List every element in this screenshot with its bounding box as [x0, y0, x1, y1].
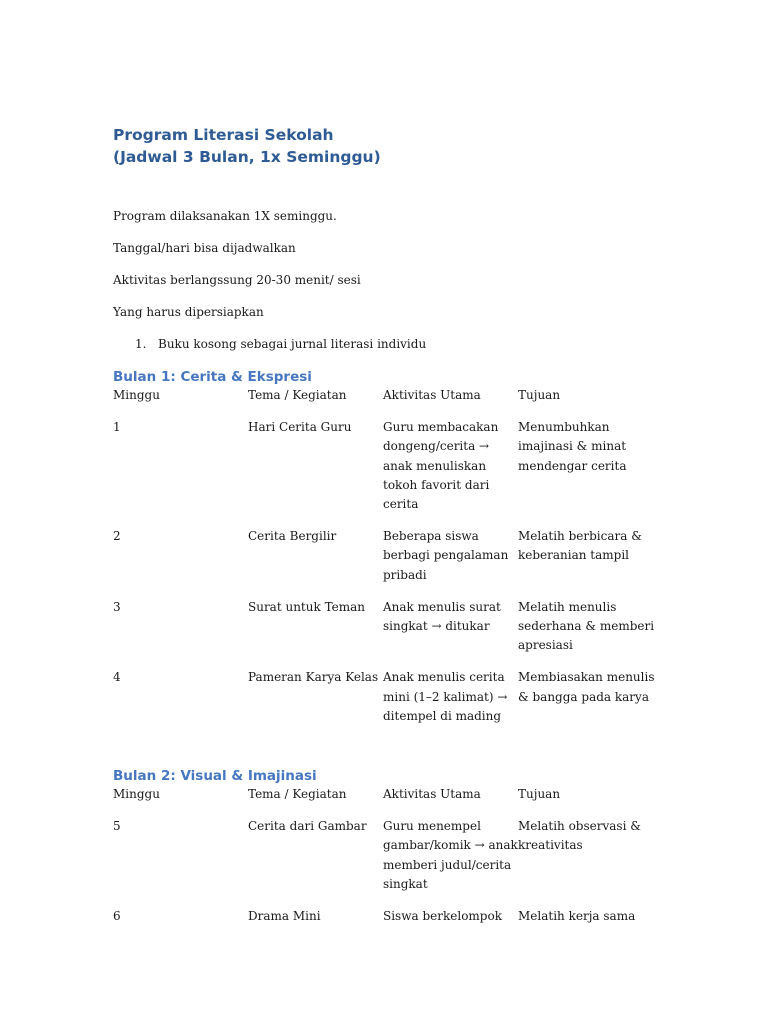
paragraph-frequency: Program dilaksanakan 1X seminggu.: [113, 209, 337, 223]
header-tujuan: Tujuan: [518, 787, 561, 802]
month-1-table: [113, 386, 658, 739]
cell-theme: Hari Cerita Guru: [248, 420, 352, 435]
cell-goal: Menumbuhkan imajinasi & minat mendengar cerita: [518, 420, 627, 473]
cell-theme: Cerita Bergilir: [248, 529, 337, 544]
cell-activity: Anak menulis surat singkat → ditukar: [383, 599, 501, 634]
list-item-number: 1.: [135, 337, 147, 351]
title-line-2: (Jadwal 3 Bulan, 1x Seminggu): [113, 148, 381, 166]
title-line-1: Program Literasi Sekolah: [113, 126, 334, 144]
cell-week: 5: [113, 819, 121, 834]
list-item: [113, 336, 658, 352]
document-page: [113, 124, 658, 939]
header-tema: Tema / Kegiatan: [248, 388, 347, 402]
header-tujuan: Tujuan: [518, 388, 561, 402]
table-row: [113, 817, 658, 907]
header-minggu: Minggu: [113, 388, 160, 402]
cell-goal: Melatih menulis sederhana & memberi apresiasi: [518, 599, 655, 653]
table-row: [113, 598, 658, 669]
cell-goal: Membiasakan menulis & bangga pada karya: [518, 670, 655, 704]
header-minggu: Minggu: [113, 787, 160, 802]
cell-theme: Drama Mini: [248, 909, 321, 924]
table-row: [113, 907, 658, 939]
month-1-heading: Bulan 1: Cerita & Ekspresi: [113, 369, 312, 385]
preparation-list: [113, 336, 658, 352]
cell-activity: Anak menulis cerita mini (1–2 kalimat) → ditempel di mading: [383, 670, 508, 723]
cell-week: 6: [113, 909, 121, 924]
header-tema: Tema / Kegiatan: [248, 787, 347, 802]
cell-goal: Melatih observasi & kreativitas: [518, 819, 641, 853]
cell-activity: Guru menempel gambar/komik → anak memberi judul/cerita singkat: [383, 819, 518, 891]
cell-activity: Guru membacakan dongeng/cerita → anak menuliskan tokoh favorit dari cerita: [383, 420, 499, 512]
cell-activity: Beberapa siswa berbagi pengalaman pribadi: [383, 529, 509, 582]
list-item-text: Buku kosong sebagai jurnal literasi individu: [158, 337, 427, 351]
cell-week: 1: [113, 420, 121, 435]
cell-theme: Cerita dari Gambar: [248, 819, 367, 834]
header-aktivitas: Aktivitas Utama: [383, 388, 481, 402]
cell-week: 2: [113, 529, 121, 544]
cell-theme: Pameran Karya Kelas: [248, 670, 379, 685]
cell-theme: Surat untuk Teman: [248, 599, 366, 614]
cell-week: 3: [113, 599, 121, 614]
cell-activity: Siswa berkelompok: [383, 909, 502, 924]
table-header-row: [113, 785, 658, 817]
cell-goal: Melatih berbicara & keberanian tampil: [518, 529, 642, 563]
table-row: [113, 668, 658, 739]
paragraph-preparation: Yang harus dipersiapkan: [113, 305, 264, 319]
header-aktivitas: Aktivitas Utama: [383, 787, 481, 802]
cell-goal: Melatih kerja sama: [518, 909, 636, 924]
table-row: [113, 527, 658, 598]
paragraph-schedule: Tanggal/hari bisa dijadwalkan: [113, 241, 296, 255]
month-2-table: [113, 785, 658, 939]
document-title: [113, 124, 658, 168]
paragraph-duration: Aktivitas berlangssung 20-30 menit/ sesi: [113, 273, 361, 287]
cell-week: 4: [113, 670, 121, 685]
month-2-heading: Bulan 2: Visual & Imajinasi: [113, 768, 317, 785]
table-header-row: [113, 386, 658, 418]
table-row: [113, 418, 658, 527]
